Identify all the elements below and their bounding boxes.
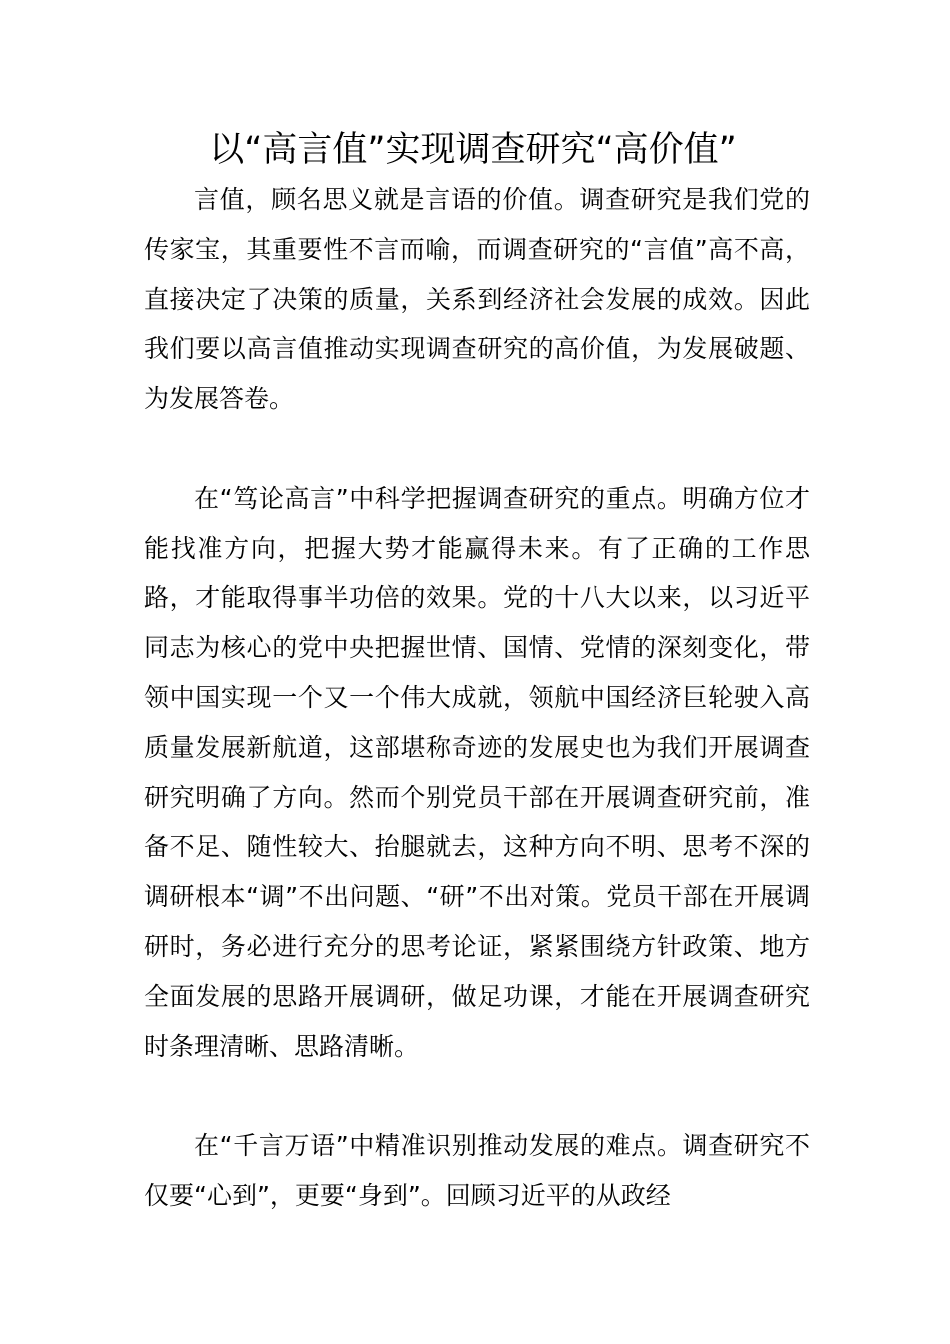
paragraph-intro: 言值，顾名思义就是言语的价值。调查研究是我们党的传家宝，其重要性不言而喻，而调查研究的“言值”高不高，直接决定了决策的质量，关系到经济社会发展的成效。因此我们要以高言值推动实现调查研究的高价值，为发展破题、为发展答卷。 xyxy=(144,185,810,414)
paragraph-section-1: 在“笃论高言”中科学把握调查研究的重点。明确方位才能找准方向，把握大势才能赢得未来。有了正确的工作思路，才能取得事半功倍的效果。党的十八大以来，以习近平同志为核心的党中央把握世情、国情、党情的深刻变化，带领中国实现一个又一个伟大成就，领航中国经济巨轮驶入高质量发展新航道，这部堪称奇迹的发展史也为我们开展调查研究明确了方向。然而个别党员干部在开展调查研究前，准备不足、随性较大、抬腿就去，这种方向不明、思考不深的调研根本“调”不出问题、“研”不出对策。党员干部在开展调研时，务必进行充分的思考论证，紧紧围绕方针政策、地方全面发展的思路开展调研，做足功课，才能在开展调查研究时条理清晰、思路清晰。 xyxy=(144,483,810,1061)
paragraph-spacer xyxy=(144,424,810,474)
document-title: 以“高言值”实现调查研究“高价值” xyxy=(209,130,737,170)
document-body xyxy=(144,175,810,1221)
paragraph-section-2: 在“千言万语”中精准识别推动发展的难点。调查研究不仅要“心到”，更要“身到”。回顾习近平的从政经 xyxy=(144,1131,810,1210)
paragraph-spacer xyxy=(144,1071,810,1121)
